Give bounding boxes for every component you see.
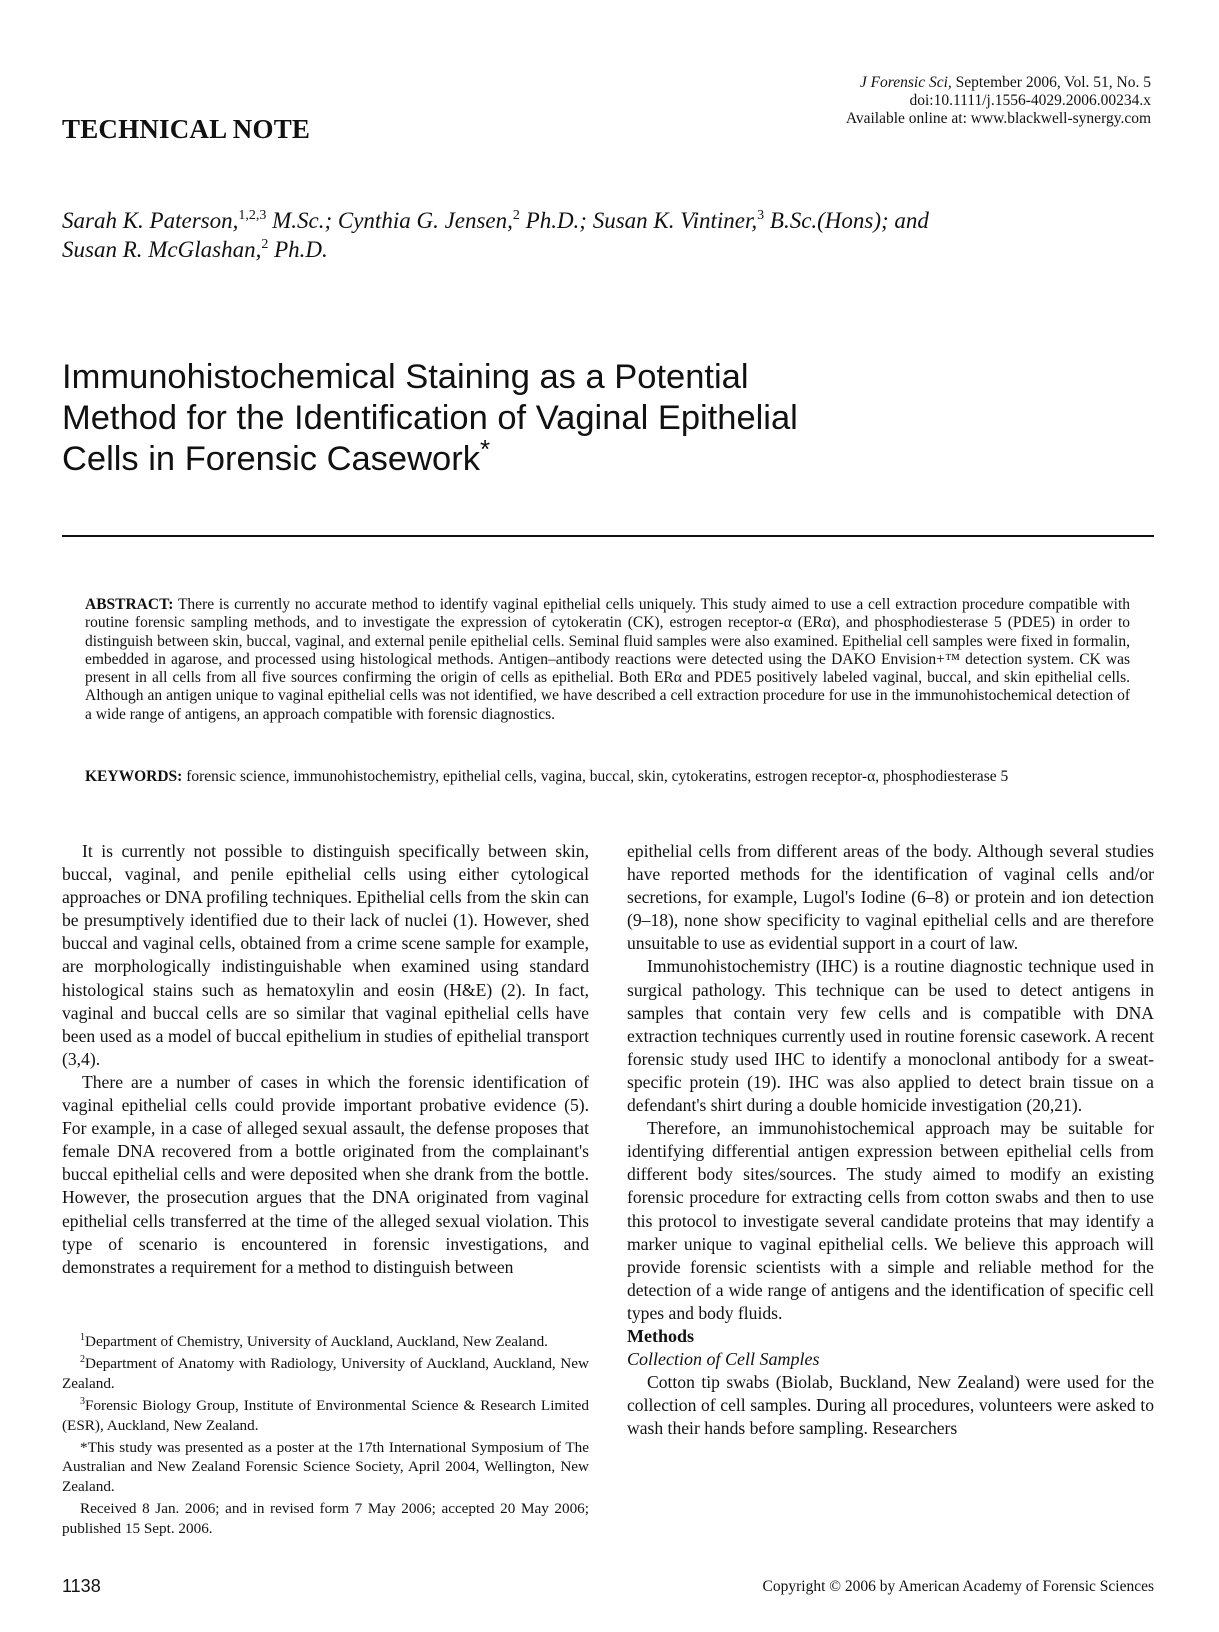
- journal-issue: September 2006, Vol. 51, No. 5: [951, 74, 1151, 91]
- journal-citation: [846, 74, 1151, 128]
- title-line: Method for the Identification of Vaginal Epithelial: [62, 399, 798, 437]
- received-dates: Received 8 Jan. 2006; and in revised form 7 May 2006; accepted 20 May 2006; published 15 Sept. 2006.: [62, 1500, 589, 1537]
- author-name: Susan K. Vintiner,: [592, 208, 758, 233]
- author-name: Sarah K. Paterson,: [62, 208, 239, 233]
- body-paragraph: It is currently not possible to distinguish specifically between skin, buccal, vaginal, and penile epithelial cells using either cytological approaches or DNA profiling techniques. Epithelial cells from the skin can be presumptively identified due to their lack of nuclei (1). However, shed buccal and vaginal cells, obtained from a crime scene sample for example, are morphologically indistinguishable when examined using standard histological stains such as hematoxylin and eosin (H&E) (2). In fact, vaginal and buccal cells are so similar that vaginal epithelial cells have been used as a model of buccal epithelium in studies of epithelial transport (3,4).: [62, 841, 589, 1069]
- abstract-label: ABSTRACT:: [85, 596, 174, 613]
- footnote-affiliation: Department of Chemistry, University of Auckland, Auckland, New Zealand.: [85, 1333, 548, 1350]
- subsection-heading: Collection of Cell Samples: [627, 1349, 820, 1370]
- author-degree: B.Sc.(Hons); and: [764, 208, 929, 233]
- footnote-mark: *: [80, 1439, 88, 1457]
- abstract: [85, 596, 1130, 724]
- author-name: Susan R. McGlashan,: [62, 237, 262, 262]
- section-label: TECHNICAL NOTE: [62, 114, 311, 144]
- footnotes: [62, 1332, 589, 1541]
- doi: doi:10.1111/j.1556-4029.2006.00234.x: [909, 92, 1151, 109]
- keywords-text: forensic science, immunohistochemistry, epithelial cells, vagina, buccal, skin, cytokeratins, estrogen receptor-α, phosphodiesterase 5: [186, 768, 1009, 785]
- journal-name: J Forensic Sci,: [859, 74, 952, 91]
- author-degree: M.Sc.;: [266, 208, 338, 233]
- author-affiliation: 2: [512, 208, 520, 223]
- footnote-mark: 2: [80, 1354, 85, 1366]
- abstract-text: There is currently no accurate method to identify vaginal epithelial cells uniquely. This study aimed to use a cell extraction procedure compatible with routine forensic sampling methods, and to investigate the expression of cytokeratin (CK), estrogen receptor-α (ERα), and phosphodiesterase 5 (PDE5) in order to distinguish between skin, buccal, vaginal, and external penile epithelial cells. Seminal fluid samples were also examined. Epithelial cell samples were fixed in formalin, embedded in agarose, and processed using histological methods. Antigen–antibody reactions were detected using the DAKO Envision+™ detection system. CK was present in all cells from all five sources confirming the origin of cells as epithelial. Both ERα and PDE5 positively labeled vaginal, buccal, and skin epithelial cells. Although an antigen unique to vaginal epithelial cells was not identified, we have described a cell extraction procedure for use in the immunohistochemical detection of a wide range of antigens, an approach compatible with forensic diagnostics.: [85, 596, 1130, 723]
- author-degree: Ph.D.: [268, 237, 328, 262]
- author-affiliation: 1,2,3: [238, 208, 267, 223]
- footnote-affiliation: Forensic Biology Group, Institute of Environmental Science & Research Limited (ESR), Auckland, New Zealand.: [62, 1397, 589, 1434]
- body-column-left: [62, 840, 589, 1279]
- body-paragraph: Therefore, an immunohistochemical approach may be suitable for identifying differential antigen expression between epithelial cells from different body sites/sources. The study aimed to modify an existing forensic procedure for extracting cells from cotton swabs and then to use this protocol to investigate several candidate proteins that may identify a marker unique to vaginal epithelial cells. We believe this approach will provide forensic scientists with a simple and reliable method for the detection of a wide range of antigens and the identification of specific cell types and body fluids.: [627, 1118, 1154, 1323]
- author-list: [62, 206, 1142, 264]
- body-paragraph: There are a number of cases in which the forensic identification of vaginal epithelial cells could provide important probative evidence (5). For example, in a case of alleged sexual assault, the defense proposes that female DNA recovered from a bottle originated from the complainant's buccal epithelial cells and were deposited when she drank from the bottle. However, the prosecution argues that the DNA originated from vaginal epithelial cells transferred at the time of the alleged sexual violation. This type of scenario is encountered in forensic investigations, and demonstrates a requirement for a method to distinguish between: [62, 1071, 589, 1277]
- footnote-mark: 1: [80, 1332, 85, 1343]
- footnote-mark: 3: [80, 1396, 85, 1408]
- copyright-notice: Copyright © 2006 by American Academy of Forensic Sciences: [762, 1578, 1154, 1595]
- keywords: [85, 768, 1130, 786]
- body-column-right: [627, 840, 1154, 1440]
- title-line: Cells in Forensic Casework: [62, 440, 480, 478]
- footnote-presentation: This study was presented as a poster at the 17th International Symposium of The Australian and New Zealand Forensic Science Society, April 2004, Wellington, New Zealand.: [62, 1439, 589, 1495]
- title-footnote-mark: *: [479, 434, 491, 464]
- article-title: [62, 357, 962, 480]
- footnote-affiliation: Department of Anatomy with Radiology, University of Auckland, Auckland, New Zealand.: [62, 1355, 589, 1392]
- author-affiliation: 3: [757, 208, 765, 223]
- online-availability: Available online at: www.blackwell-synergy.com: [845, 110, 1151, 127]
- author-affiliation: 2: [261, 237, 269, 252]
- author-name: Cynthia G. Jensen,: [337, 208, 513, 233]
- title-line: Immunohistochemical Staining as a Potential: [62, 358, 749, 396]
- body-paragraph: Cotton tip swabs (Biolab, Buckland, New Zealand) were used for the collection of cell samples. During all procedures, volunteers were asked to wash their hands before sampling. Researchers: [627, 1372, 1154, 1439]
- body-paragraph: Immunohistochemistry (IHC) is a routine diagnostic technique used in surgical pathology. This technique can be used to detect antigens in samples that contain very few cells and is compatible with DNA extraction techniques currently used in routine forensic casework. A recent forensic study used IHC to identify a monoclonal antibody for a sweat-specific protein (19). IHC was also applied to detect brain tissue on a defendant's shirt during a double homicide investigation (20,21).: [627, 956, 1154, 1116]
- section-heading-methods: Methods: [627, 1325, 694, 1346]
- page-number: 1138: [62, 1576, 101, 1596]
- keywords-label: KEYWORDS:: [85, 768, 183, 785]
- body-paragraph: epithelial cells from different areas of the body. Although several studies have reported methods for the identification of vaginal cells and/or secretions, for example, Lugol's Iodine (6–8) or protein and ion detection (9–18), none show specificity to vaginal epithelial cells and are therefore unsuitable to use as evidential support in a court of law.: [627, 841, 1154, 954]
- title-divider: [62, 535, 1154, 537]
- author-degree: Ph.D.;: [519, 208, 593, 233]
